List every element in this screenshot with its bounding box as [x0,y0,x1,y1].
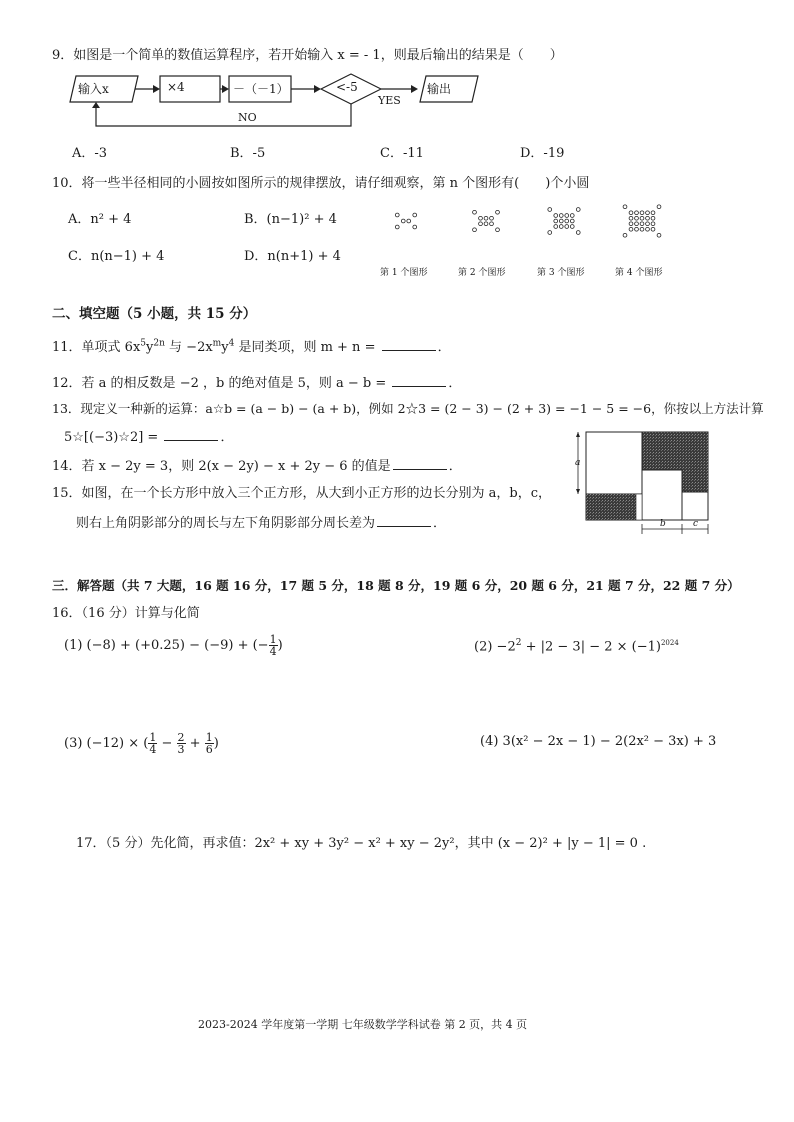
q16-p2-pre: (2) −2 [474,639,516,655]
q15-answer-blank[interactable] [377,516,431,527]
q14: 14．若 x − 2y = 3，则 2(x − 2y) − x + 2y − 6 的值是 ． [52,459,462,474]
q9-option-a: A．-3 [72,146,108,161]
flow-input-label: 输入x [78,82,109,96]
pattern-2 [473,210,500,231]
pattern-circle [479,222,483,226]
corner-circle [496,210,500,214]
pattern-3 [548,208,580,235]
q9-option-c: C．-11 [380,146,424,161]
flow-output-label: 输出 [427,82,452,96]
pattern-circle [629,227,633,231]
q9-option-d: D．-19 [520,146,565,161]
q11-mid2: 与 −2x [164,340,213,355]
pattern-circle [401,219,405,223]
pattern-circle [635,227,639,231]
pattern-circle [565,225,569,229]
corner-circle [473,228,477,232]
q16-p2-sup: 2 [515,638,522,648]
pattern-circle [559,225,563,229]
pattern-circle [651,222,655,226]
pattern-circle [646,222,650,226]
q14-text: 14．若 x − 2y = 3，则 2(x − 2y) − x + 2y − 6 的值是 [52,459,391,474]
q11-pre: 11．单项式 6x [52,340,141,355]
q10-stem: 10．将一些半径相同的小圆按如图所示的规律摆放，请仔细观察，第 n 个图形有( )个小圆 [52,176,590,191]
page-footer: 2023-2024 学年度第一学期 七年级数学学科试卷 第 2 页，共 4 页 [198,1018,528,1031]
flow-minus-label: －（－1） [233,82,289,96]
corner-circle [473,210,477,214]
q16-p3-frac2 [177,732,186,755]
q16-part-2 [474,638,679,654]
corner-circle [623,205,627,209]
section-3-title: 三．解答题（共 7 大题，16 题 16 分，17 题 5 分，18 题 8 分，19 题 6 分，20 题 6 分，21 题 7 分，22 题 7 分） [52,578,740,593]
q11-sup2: 2n [153,338,165,349]
pattern-circle [484,222,488,226]
q16-p3-pre: (3) (−12) × ( [64,736,149,751]
q9-flowchart [68,68,488,132]
corner-circle [576,208,580,212]
q15-label-b: b [660,519,666,529]
pattern-circle [490,222,494,226]
flow-yes-label: YES [378,94,401,107]
q16-p3-op2: + [185,736,205,751]
q11-sup1: 5 [140,338,147,349]
corner-circle [548,231,552,235]
q16-p3-frac1 [148,732,157,755]
q11-post: 是同类项，则 m + n = [234,340,380,355]
q12-text: 12．若 a 的相反数是 −2 ，b 的绝对值是 5，则 a − b = [52,376,391,391]
q16-title: 16．（16 分）计算与化简 [52,606,200,621]
q13-line2: 5☆[(−3)☆2] = ． [64,430,234,445]
pattern-circle [554,225,558,229]
q16-p3-op1: − [157,736,177,751]
q16-p3-f3d: 6 [205,743,213,756]
pattern-circle [629,222,633,226]
pattern-circle [646,227,650,231]
q12-answer-blank[interactable] [392,376,446,387]
pattern-circle [640,227,644,231]
q10-figure-label-4: 第 4 个图形 [615,268,663,278]
q10-option-c: C．n(n−1) + 4 [68,249,165,264]
corner-circle [496,228,500,232]
pattern-circle [570,219,574,223]
q13-answer-blank[interactable] [164,430,218,441]
q16-part-4: (4) 3(x² − 2x − 1) − 2(2x² − 3x) + 3 [480,734,717,749]
corner-circle [623,233,627,237]
pattern-4 [623,205,661,237]
q10-pattern-figure [380,195,680,255]
q15-squares-figure [572,428,712,540]
q16-p3-frac3 [205,732,214,755]
flow-no-label: NO [238,111,257,124]
pattern-circle [554,214,558,218]
corner-circle [657,205,661,209]
pattern-circle [646,211,650,215]
q16-p1-post: ) [277,638,283,653]
q16-p3-f2n: 2 [177,731,185,744]
pattern-circle [651,227,655,231]
q10-figure-label-1: 第 1 个图形 [380,268,428,278]
q13-line1: 13．现定义一种新的运算：a☆b = (a − b) − (a + b)，例如 2☆3 = (2 − 3) − (2 + 3) = −1 − 5 = −6，你按以上方法计算 [52,401,764,416]
q16-p3-f2d: 3 [177,743,185,756]
q16-p2-sup2: 2024 [660,639,679,647]
pattern-circle [565,219,569,223]
pattern-circle [635,216,639,220]
q10-figure-label-3: 第 3 个图形 [537,268,585,278]
q16-part-3 [64,732,219,755]
pattern-circle [640,211,644,215]
q14-answer-blank[interactable] [393,459,447,470]
corner-circle [395,213,399,217]
section-2-title: 二、填空题（5 小题，共 15 分） [52,306,257,322]
q12: 12．若 a 的相反数是 −2 ，b 的绝对值是 5，则 a − b = ． [52,376,462,391]
flow-mult-label: ×4 [167,80,185,94]
q11: 11．单项式 $6x^5y^{2n}$ 与 $-2x^my^4$ 是同类项，则 m + n = ． [52,338,451,355]
pattern-circle [640,216,644,220]
q9-option-b: B．-5 [230,146,266,161]
pattern-circle [570,214,574,218]
pattern-circle [651,211,655,215]
q11-mid1: y [146,340,154,355]
pattern-circle [629,216,633,220]
q11-mid3: y [221,340,229,355]
q16-p3-f3n: 1 [205,731,213,744]
corner-circle [413,225,417,229]
q15-label-a: a [575,458,581,468]
q16-part-1 [64,634,283,657]
q16-p2-mid: + |2 − 3| − 2 × (−1) [521,639,661,655]
q15-line1: 15．如图，在一个长方形中放入三个正方形，从大到小正方形的边长分别为 a，b，c， [52,486,552,501]
pattern-circle [640,222,644,226]
flow-cond-label: <-5 [336,80,358,94]
pattern-circle [479,216,483,220]
q11-sup4: 4 [228,338,235,349]
pattern-circle [554,219,558,223]
pattern-circle [570,225,574,229]
q11-sup3: m [212,338,222,349]
q16-p3-post: ) [213,736,219,751]
q16-p1-num: 1 [269,633,277,646]
corner-circle [657,233,661,237]
pattern-circle [559,219,563,223]
q10-option-a: A．n² + 4 [68,212,132,227]
q11-answer-blank[interactable] [382,340,436,351]
pattern-circle [484,216,488,220]
pattern-circle [407,219,411,223]
q10-option-b: B．(n−1)² + 4 [244,212,337,227]
q17: 17．（5 分）先化简，再求值：2x² + xy + 3y² − x² + xy − 2y²，其中 (x − 2)² + |y − 1| = 0 . [76,836,647,851]
corner-circle [395,225,399,229]
q9-stem: 9．如图是一个简单的数值运算程序，若开始输入 x = - 1，则最后输出的结果是（ ） [52,48,563,63]
q10-option-d: D．n(n+1) + 4 [244,249,341,264]
pattern-circle [651,216,655,220]
pattern-circle [565,214,569,218]
corner-circle [413,213,417,217]
q16-p3-f1d: 4 [149,743,157,756]
pattern-circle [490,216,494,220]
pattern-circle [635,222,639,226]
q13-line2-text: 5☆[(−3)☆2] = [64,430,163,445]
q16-p1-pre: (1) (−8) + (+0.25) − (−9) + (− [64,638,269,653]
q16-p1-den: 4 [269,645,277,658]
pattern-circle [559,214,563,218]
q10-figure-label-2: 第 2 个图形 [458,268,506,278]
q15-label-c: c [693,519,699,529]
corner-circle [548,208,552,212]
pattern-circle [629,211,633,215]
pattern-1 [395,213,416,229]
q15-line2-text: 则右上角阴影部分的周长与左下角阴影部分周长差为 [76,516,376,531]
pattern-circle [635,211,639,215]
q16-p1-fraction [269,634,278,657]
q15-line2: 则右上角阴影部分的周长与左下角阴影部分周长差为 ． [76,516,447,531]
corner-circle [576,231,580,235]
pattern-circle [646,216,650,220]
q16-p3-f1n: 1 [149,731,157,744]
